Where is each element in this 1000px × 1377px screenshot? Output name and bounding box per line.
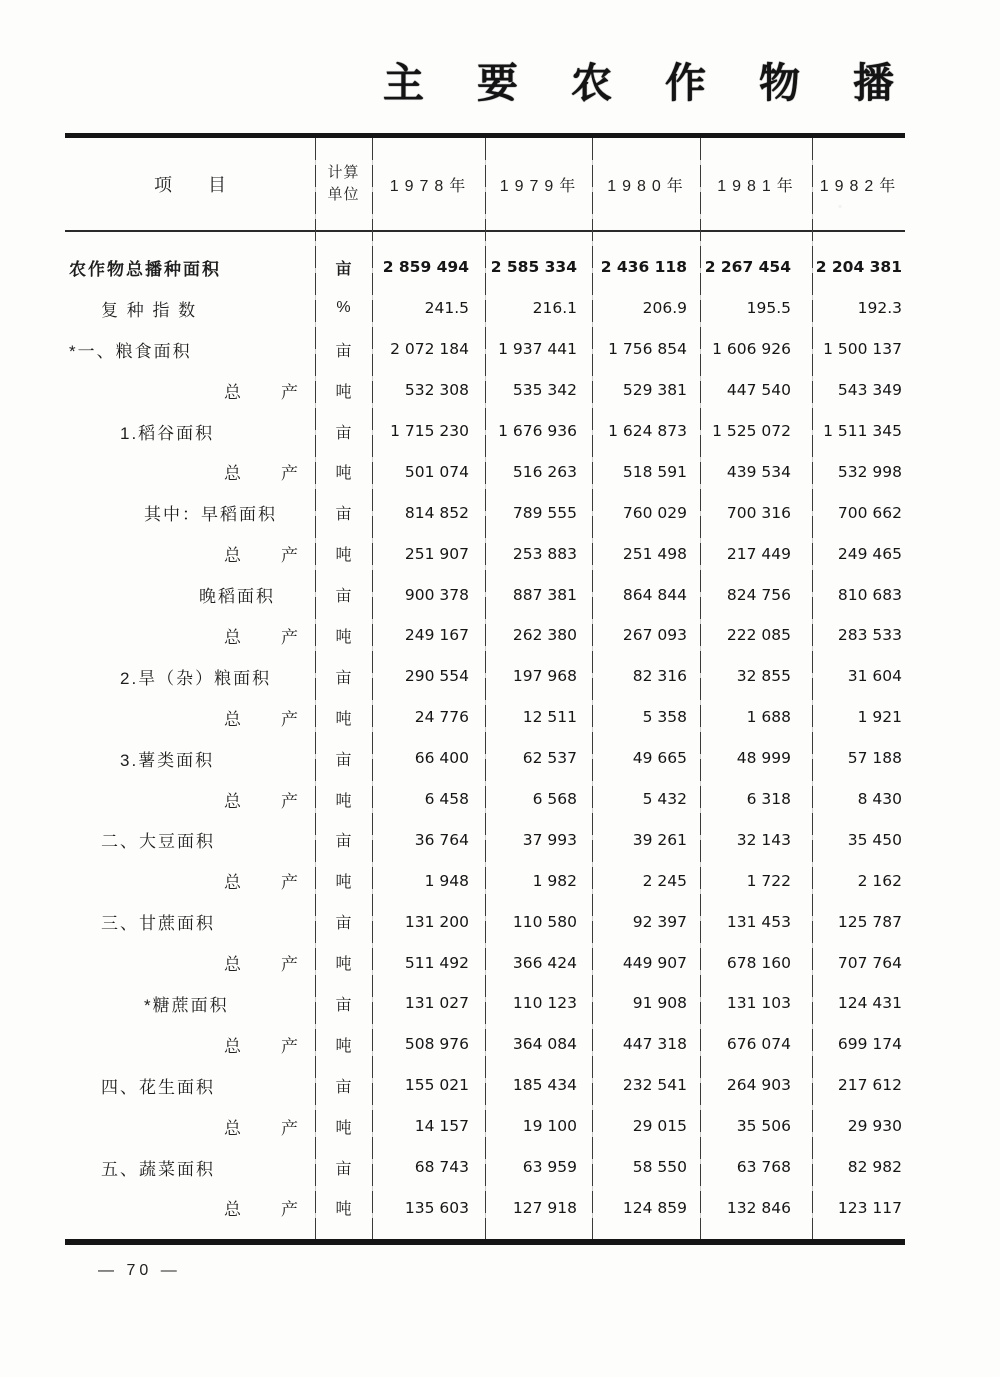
row-value: 1 722 [746, 871, 791, 890]
row-value: 24 776 [414, 708, 469, 727]
row-unit: 亩 [335, 506, 352, 524]
row-value: 241.5 [424, 299, 469, 318]
row-value: 62 537 [522, 749, 577, 768]
row-value: 195.5 [746, 299, 791, 318]
crops-sown-area-table [65, 133, 905, 1245]
row-value: 12 511 [522, 708, 577, 727]
row-unit: 吨 [335, 1037, 352, 1055]
row-value: 63 768 [736, 1158, 791, 1177]
row-value: 217 612 [837, 1076, 902, 1095]
row-value: 131 453 [726, 912, 791, 931]
row-unit: 吨 [335, 1119, 352, 1137]
row-label: *一、粮食面积 [69, 341, 192, 361]
row-label: 1.稻谷面积 [120, 423, 215, 443]
row-label: 其中：早稻面积 [144, 505, 277, 525]
row-value: 887 381 [512, 585, 577, 604]
row-value: 29 930 [847, 1117, 902, 1136]
row-value: 700 662 [837, 503, 902, 522]
row-value: 58 550 [632, 1158, 687, 1177]
row-value: 447 540 [726, 381, 791, 400]
row-value: 1 982 [532, 871, 577, 890]
row-value: 511 492 [404, 953, 469, 972]
row-value: 2 585 334 [490, 258, 577, 277]
header-unit [315, 162, 372, 206]
row-value: 29 015 [632, 1117, 687, 1136]
row-value: 789 555 [512, 503, 577, 522]
row-unit: 吨 [335, 874, 352, 892]
row-value: 2 072 184 [390, 340, 469, 359]
row-value: 447 318 [622, 1035, 687, 1054]
row-unit: 吨 [335, 628, 352, 646]
row-value: 449 907 [622, 953, 687, 972]
row-value: 518 591 [622, 462, 687, 481]
header-year-1982: 1982年 [819, 177, 902, 195]
row-value: 532 998 [837, 462, 902, 481]
row-value: 1 715 230 [390, 422, 469, 440]
row-value: 864 844 [622, 585, 687, 604]
row-value: 824 756 [726, 585, 791, 604]
row-label: 复 种 指 数 [101, 300, 198, 320]
row-value: 68 743 [414, 1158, 469, 1177]
row-value: 14 157 [414, 1117, 469, 1136]
row-unit: % [336, 299, 351, 317]
row-value: 2 204 381 [815, 258, 902, 277]
row-label: 2.旱（杂）粮面积 [120, 668, 272, 688]
row-value: 267 093 [622, 626, 687, 645]
row-value: 1 511 345 [823, 422, 902, 440]
row-value: 760 029 [622, 503, 687, 522]
row-unit: 吨 [335, 710, 352, 728]
row-value: 676 074 [726, 1035, 791, 1054]
row-value: 249 167 [404, 626, 469, 645]
header-unit-line1: 计算 [327, 164, 360, 181]
row-value: 814 852 [404, 503, 469, 522]
row-unit: 吨 [335, 547, 352, 565]
row-value: 1 756 854 [608, 340, 687, 359]
row-value: 1 676 936 [498, 422, 577, 440]
row-label: 总 产 [224, 791, 300, 811]
row-value: 132 846 [726, 1198, 791, 1217]
row-label: 总 产 [224, 627, 300, 647]
row-value: 39 261 [632, 830, 687, 849]
row-value: 216.1 [532, 299, 577, 318]
row-value: 197 968 [512, 667, 577, 686]
row-label: 总 产 [224, 873, 300, 893]
row-value: 131 027 [404, 994, 469, 1013]
row-value: 253 883 [512, 544, 577, 563]
row-value: 700 316 [726, 503, 791, 522]
column-divider [315, 138, 316, 1239]
column-divider [700, 138, 701, 1239]
row-value: 192.3 [857, 299, 902, 318]
row-value: 2 267 454 [704, 258, 791, 277]
row-value: 82 982 [847, 1158, 902, 1177]
row-value: 35 506 [736, 1117, 791, 1136]
row-value: 110 580 [512, 912, 577, 931]
row-value: 124 859 [622, 1198, 687, 1217]
row-unit: 亩 [335, 996, 352, 1014]
row-value: 66 400 [414, 749, 469, 768]
row-value: 185 434 [512, 1076, 577, 1095]
row-value: 37 993 [522, 830, 577, 849]
row-value: 900 378 [404, 585, 469, 604]
row-unit: 亩 [335, 1160, 352, 1178]
row-value: 131 200 [404, 912, 469, 931]
row-value: 364 084 [512, 1035, 577, 1054]
row-value: 5 358 [642, 708, 687, 727]
row-value: 124 431 [837, 994, 902, 1013]
row-value: 5 432 [642, 790, 687, 809]
row-unit: 亩 [335, 424, 352, 442]
row-value: 49 665 [632, 749, 687, 768]
row-unit: 吨 [335, 792, 352, 810]
row-label: 总 产 [224, 955, 300, 975]
row-value: 232 541 [622, 1076, 687, 1095]
row-value: 2 436 118 [600, 258, 687, 277]
column-divider [485, 138, 486, 1239]
row-value: 57 188 [847, 749, 902, 768]
row-unit: 吨 [335, 956, 352, 974]
row-value: 251 907 [404, 544, 469, 563]
row-value: 2 162 [857, 871, 902, 890]
row-value: 508 976 [404, 1035, 469, 1054]
page-number: — 70 — [98, 1262, 181, 1279]
row-value: 439 534 [726, 462, 791, 481]
row-value: 810 683 [837, 585, 902, 604]
row-label: 总 产 [224, 709, 300, 729]
row-label: 总 产 [224, 546, 300, 566]
row-value: 366 424 [512, 953, 577, 972]
column-divider [372, 138, 373, 1239]
row-value: 217 449 [726, 544, 791, 563]
row-value: 1 606 926 [712, 340, 791, 359]
row-value: 155 021 [404, 1076, 469, 1095]
row-label: 四、花生面积 [101, 1077, 215, 1097]
row-label: 总 产 [224, 464, 300, 484]
row-value: 699 174 [837, 1035, 902, 1054]
row-value: 2 245 [642, 871, 687, 890]
row-value: 6 318 [746, 790, 791, 809]
row-value: 1 937 441 [498, 340, 577, 359]
header-unit-line2: 单位 [327, 186, 360, 203]
row-value: 91 908 [632, 994, 687, 1013]
row-value: 535 342 [512, 381, 577, 400]
row-value: 1 921 [857, 708, 902, 727]
header-year-1981: 1981年 [717, 177, 799, 195]
row-value: 678 160 [726, 953, 791, 972]
row-label: *糖蔗面积 [144, 995, 229, 1015]
row-unit: 吨 [335, 383, 352, 401]
row-value: 63 959 [522, 1158, 577, 1177]
row-value: 2 859 494 [382, 258, 469, 277]
row-value: 6 458 [424, 790, 469, 809]
row-value: 123 117 [837, 1198, 902, 1217]
row-value: 1 525 072 [712, 422, 791, 440]
row-value: 32 143 [736, 830, 791, 849]
row-unit: 亩 [335, 1078, 352, 1096]
column-divider [812, 138, 813, 1239]
row-value: 135 603 [404, 1198, 469, 1217]
row-label: 总 产 [224, 1118, 300, 1138]
row-value: 532 308 [404, 381, 469, 400]
header-year-1978: 1978年 [389, 177, 472, 195]
row-value: 127 918 [512, 1198, 577, 1217]
row-label: 农作物总播种面积 [69, 259, 221, 279]
header-year-1980: 1980年 [607, 177, 689, 195]
row-label: 五、蔬菜面积 [101, 1159, 215, 1179]
row-unit: 吨 [335, 1201, 352, 1219]
row-value: 35 450 [847, 830, 902, 849]
row-value: 32 855 [736, 667, 791, 686]
row-value: 707 764 [837, 953, 902, 972]
row-value: 1 688 [746, 708, 791, 727]
row-value: 6 568 [532, 790, 577, 809]
row-value: 222 085 [726, 626, 791, 645]
row-value: 206.9 [642, 299, 687, 318]
row-value: 31 604 [847, 667, 902, 686]
row-value: 48 999 [736, 749, 791, 768]
row-value: 283 533 [837, 626, 902, 645]
row-value: 290 554 [404, 667, 469, 686]
row-label: 总 产 [224, 382, 300, 402]
row-value: 110 123 [512, 994, 577, 1013]
row-unit: 亩 [335, 342, 352, 360]
row-value: 36 764 [414, 830, 469, 849]
row-value: 501 074 [404, 462, 469, 481]
row-unit: 亩 [335, 915, 352, 933]
row-value: 264 903 [726, 1076, 791, 1095]
row-label: 二、大豆面积 [101, 832, 215, 852]
row-value: 516 263 [512, 462, 577, 481]
row-value: 82 316 [632, 667, 687, 686]
row-value: 1 624 873 [608, 422, 687, 440]
header-item: 项 目 [154, 175, 226, 195]
page-title: 主要农作物播 [383, 60, 947, 106]
row-unit: 亩 [335, 833, 352, 851]
column-divider [592, 138, 593, 1239]
row-value: 125 787 [837, 912, 902, 931]
row-value: 262 380 [512, 626, 577, 645]
row-value: 249 465 [837, 544, 902, 563]
row-value: 92 397 [632, 912, 687, 931]
row-value: 1 500 137 [823, 340, 902, 359]
row-unit: 吨 [335, 465, 352, 483]
row-label: 总 产 [224, 1200, 300, 1220]
row-value: 529 381 [622, 381, 687, 400]
row-value: 19 100 [522, 1117, 577, 1136]
header-year-1979: 1979年 [499, 177, 582, 195]
row-value: 1 948 [424, 871, 469, 890]
row-label: 3.薯类面积 [120, 750, 215, 770]
row-unit: 亩 [335, 751, 352, 769]
row-value: 543 349 [837, 381, 902, 400]
row-value: 131 103 [726, 994, 791, 1013]
row-label: 总 产 [224, 1036, 300, 1056]
row-label: 三、甘蔗面积 [101, 914, 215, 934]
row-value: 251 498 [622, 544, 687, 563]
row-unit: 亩 [335, 669, 352, 687]
row-value: 8 430 [857, 790, 902, 809]
row-label: 晚稻面积 [199, 587, 275, 607]
row-unit: 亩 [335, 588, 352, 606]
row-unit: 亩 [335, 260, 352, 278]
